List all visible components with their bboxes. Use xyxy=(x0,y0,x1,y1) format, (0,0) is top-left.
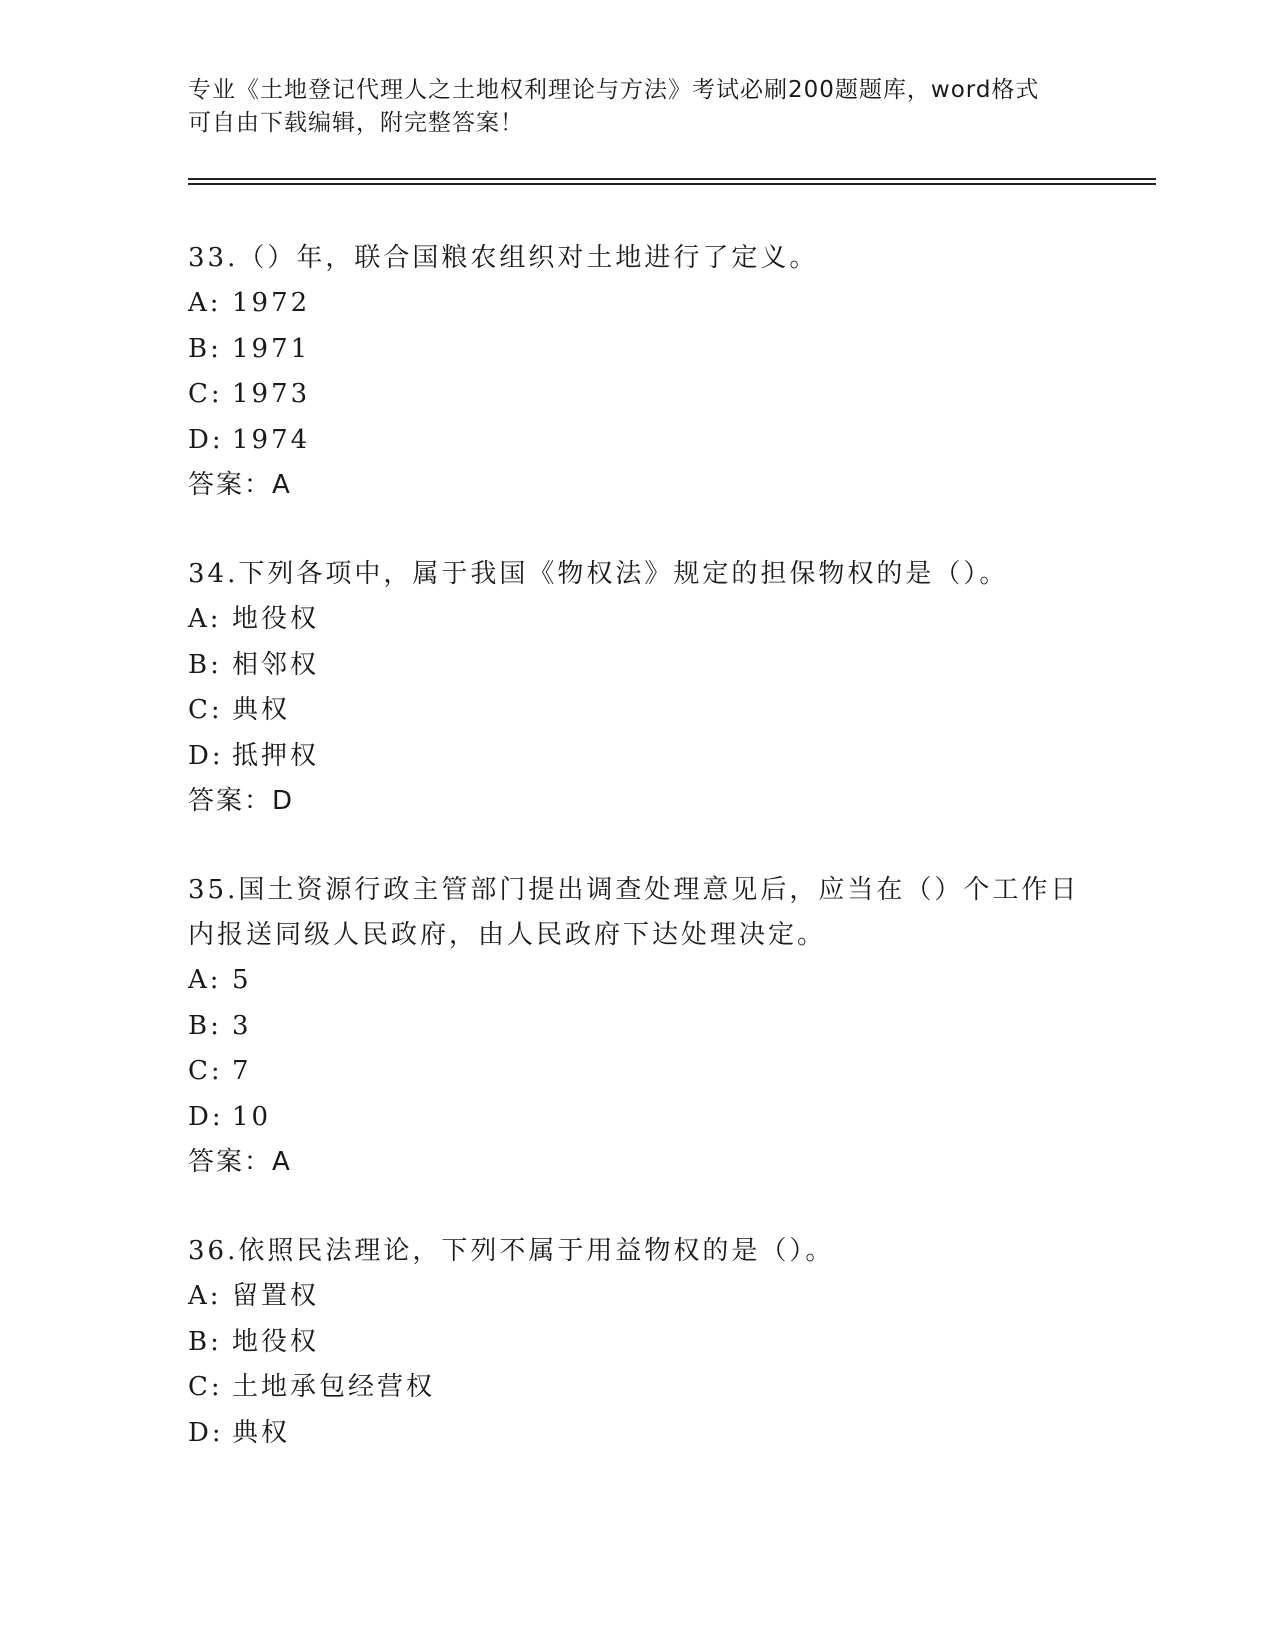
option-text: 1971 xyxy=(232,333,311,364)
header-title-line-2: 可自由下载编辑，附完整答案！ xyxy=(188,110,524,136)
option-key: A: xyxy=(188,1281,222,1311)
option-text: 1972 xyxy=(232,288,311,318)
question-33 xyxy=(188,236,1088,508)
option-text: 留置权 xyxy=(232,1281,320,1311)
option-b xyxy=(188,1320,1088,1366)
option-key: B: xyxy=(188,333,222,364)
option-text: 1974 xyxy=(232,424,311,455)
option-text: 地役权 xyxy=(232,604,320,634)
option-key: C: xyxy=(188,695,223,725)
option-d xyxy=(188,1095,1088,1141)
option-key: D: xyxy=(188,1101,224,1132)
option-text: 地役权 xyxy=(232,1326,320,1357)
option-text: 土地承包经营权 xyxy=(232,1372,436,1402)
option-text: 典权 xyxy=(232,1417,291,1448)
option-key: A: xyxy=(188,604,222,634)
option-key: D: xyxy=(188,740,224,771)
option-b xyxy=(188,327,1088,373)
question-title: 33.（）年，联合国粮农组织对土地进行了定义。 xyxy=(188,243,819,273)
question-list xyxy=(188,236,1088,1500)
option-b xyxy=(188,1004,1088,1050)
option-text: 相邻权 xyxy=(232,649,320,680)
option-key: C: xyxy=(188,1056,223,1086)
option-text: 10 xyxy=(232,1101,272,1132)
option-text: 典权 xyxy=(232,695,291,725)
option-text: 抵押权 xyxy=(232,740,320,771)
option-text: 3 xyxy=(232,1010,252,1041)
option-a xyxy=(188,958,1088,1004)
question-title: 36.依照民法理论，下列不属于用益物权的是（）。 xyxy=(188,1236,835,1266)
option-key: B: xyxy=(188,1326,222,1357)
document-header xyxy=(188,74,1078,140)
answer-line: 答案：D xyxy=(188,786,295,816)
option-key: C: xyxy=(188,1372,223,1402)
option-c xyxy=(188,1365,1088,1411)
question-34 xyxy=(188,552,1088,824)
option-d xyxy=(188,418,1088,464)
option-key: D: xyxy=(188,424,224,455)
header-title-line-1: 专业《土地登记代理人之土地权利理论与方法》考试必刷200题题库，word格式 xyxy=(188,77,1040,103)
option-b xyxy=(188,643,1088,689)
question-title: 35.国土资源行政主管部门提出调查处理意见后，应当在（）个工作日内报送同级人民政府，由人民政府下达处理决定。 xyxy=(188,875,1080,950)
option-text: 1973 xyxy=(232,379,311,409)
question-title: 34.下列各项中，属于我国《物权法》规定的担保物权的是（）。 xyxy=(188,559,1009,589)
option-key: A: xyxy=(188,965,222,995)
option-text: 7 xyxy=(232,1056,252,1086)
answer-line: 答案：A xyxy=(188,470,292,500)
option-key: B: xyxy=(188,1010,222,1041)
option-a xyxy=(188,281,1088,327)
option-d xyxy=(188,1411,1088,1457)
option-a xyxy=(188,1274,1088,1320)
header-divider-bottom xyxy=(188,183,1156,185)
question-35 xyxy=(188,868,1088,1185)
option-c xyxy=(188,372,1088,418)
question-36 xyxy=(188,1229,1088,1456)
answer-line: 答案：A xyxy=(188,1147,292,1177)
option-c xyxy=(188,688,1088,734)
option-key: D: xyxy=(188,1417,224,1448)
option-key: A: xyxy=(188,288,222,318)
header-divider-top xyxy=(188,178,1156,180)
option-key: C: xyxy=(188,379,223,409)
option-c xyxy=(188,1049,1088,1095)
option-key: B: xyxy=(188,649,222,680)
option-text: 5 xyxy=(232,965,252,995)
option-a xyxy=(188,597,1088,643)
option-d xyxy=(188,734,1088,780)
